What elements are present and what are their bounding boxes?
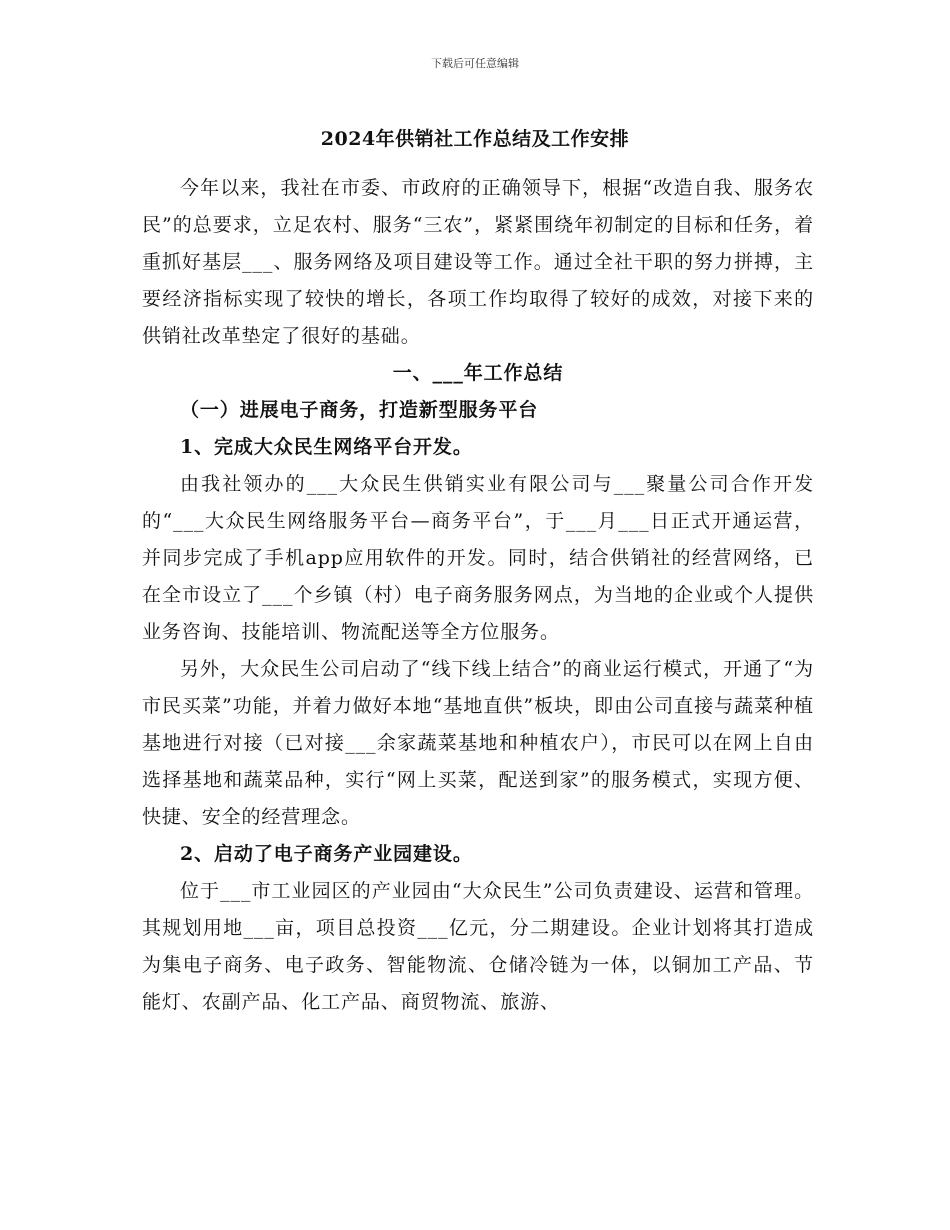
document-title: 2024年供销社工作总结及工作安排 [320,128,630,150]
section-heading-1: 一、___年工作总结 [392,362,564,384]
item-heading-1: 1、完成大众民生网络平台开发。 [180,436,473,458]
item1-paragraph-2: 另外，大众民生公司启动了“线下线上结合”的商业运行模式，开通了“为市民买菜”功能，并着力做好本地“基地直供”板块，即由公司直接与蔬菜种植基地进行对接（已对接___余家蔬菜基地和种植农户），市民可以在网上自由选择基地和蔬菜品种，实行“网上买菜，配送到家”的服务模式，实现方便、快捷、安全的经营理念。 [142,658,814,828]
item-heading-2: 2、启动了电子商务产业园建设。 [180,843,473,865]
header-note: 下载后可任意编辑 [431,57,519,70]
item2-paragraph-1: 位于___市工业园区的产业园由“大众民生”公司负责建设、运营和管理。其规划用地___亩，项目总投资___亿元，分二期建设。企业计划将其打造成为集电子商务、电子政务、智能物流、仓储冷链为一体，以铜加工产品、节能灯、农副产品、化工产品、商贸物流、旅游、 [142,880,814,1013]
subsection-heading-1: （一）进展电子商务，打造新型服务平台 [180,399,539,421]
document-body [142,170,814,1021]
intro-paragraph: 今年以来，我社在市委、市政府的正确领导下，根据“改造自我、服务农民”的总要求，立足农村、服务“三农”，紧紧围绕年初制定的目标和任务，着重抓好基层___、服务网络及项目建设等工作。通过全社干职的努力拼搏，主要经济指标实现了较快的增长，各项工作均取得了较好的成效，对接下来的供销社改革垫定了很好的基础。 [142,177,814,347]
item1-paragraph-1: 由我社领办的___大众民生供销实业有限公司与___聚量公司合作开发的“___大众民生网络服务平台—商务平台”，于___月___日正式开通运营，并同步完成了手机app应用软件的开发。同时，结合供销社的经营网络，已在全市设立了___个乡镇（村）电子商务服务网点，为当地的企业或个人提供业务咨询、技能培训、物流配送等全方位服务。 [142,473,814,643]
